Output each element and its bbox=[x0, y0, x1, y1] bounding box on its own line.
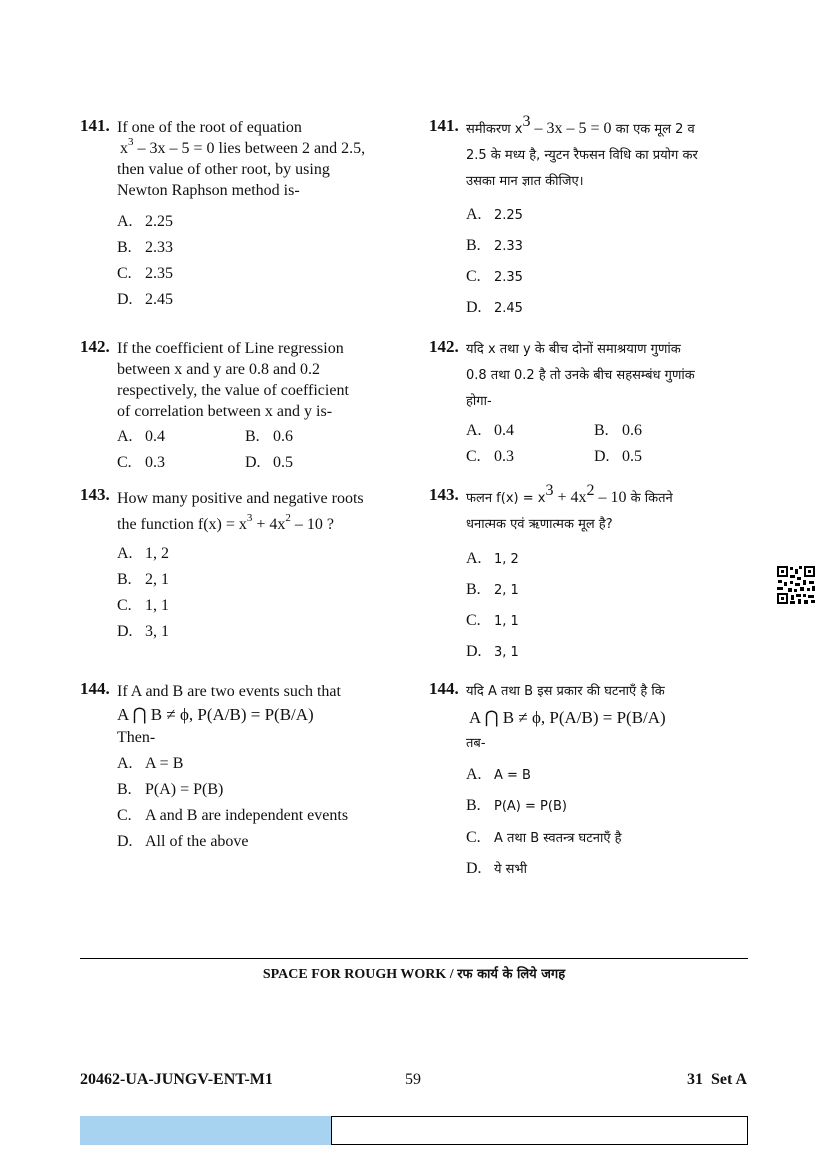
footer-code: 20462-UA-JUNGV-ENT-M1 bbox=[80, 1071, 273, 1088]
option-d[interactable]: D. 0.5 bbox=[245, 454, 293, 471]
question-number: 142. bbox=[429, 337, 459, 356]
option-d[interactable]: D. 0.5 bbox=[594, 448, 642, 465]
question-text: फलन $f(x) = x^3 + 4x^2 - 10$ के कितने धनात्मक एवं ऋणात्मक मूल है? bbox=[466, 481, 673, 532]
equation-line: फलन $f(x) = x^3 + 4x^2 - 10$ के कितने bbox=[466, 481, 673, 506]
option-a[interactable]: A. 0.4 bbox=[466, 422, 514, 439]
question-number: 141. bbox=[429, 116, 459, 135]
question-text: If A and B are two events such that A ⋂ B ≠ ϕ, P(A/B) = P(B/A) Then- bbox=[117, 683, 341, 746]
option-b[interactable]: B. P(A) = P(B) bbox=[466, 797, 567, 814]
option-c[interactable]: C. 0.3 bbox=[466, 448, 514, 465]
footer-empty-box bbox=[331, 1116, 748, 1145]
question-text: समीकरण $x^3 - 3x - 5 = 0$ का एक मूल 2 व 2.5 के मध्य है, न्युटन रैफसन विधि का प्रयोग कर उसका मान ज्ञात कीजिए। bbox=[466, 112, 698, 189]
question-text: यदि A तथा B इस प्रकार की घटनाएँ है कि A ⋂ B ≠ ϕ, P(A/B) = P(B/A) तब- bbox=[466, 684, 666, 751]
option-b[interactable]: B. 2.33 bbox=[117, 239, 173, 256]
option-a[interactable]: A. A = B bbox=[117, 755, 184, 772]
question-text: How many positive and negative roots the function $f(x) = x^3 + 4x^2 - 10$ ? bbox=[117, 486, 364, 538]
option-a[interactable]: A. 1, 2 bbox=[117, 545, 169, 562]
question-text: If the coefficient of Line regression between x and y are 0.8 and 0.2 respectively, the value of coefficient of correlation between x and y is- bbox=[117, 340, 349, 420]
equation-line: A ⋂ B ≠ ϕ, P(A/B) = P(B/A) bbox=[117, 705, 314, 724]
option-b[interactable]: B. 2, 1 bbox=[117, 571, 169, 588]
option-b[interactable]: B. 0.6 bbox=[594, 422, 642, 439]
option-c[interactable]: C. 1, 1 bbox=[466, 612, 519, 629]
footer-page-number: 59 bbox=[405, 1071, 421, 1088]
question-number: 144. bbox=[80, 679, 110, 698]
option-d[interactable]: D. 3, 1 bbox=[117, 623, 169, 640]
equation-line: $x^3 - 3x - 5 = 0$ lies between 2 and 2.5, bbox=[120, 135, 366, 157]
question-number: 142. bbox=[80, 337, 110, 356]
option-d[interactable]: D. All of the above bbox=[117, 833, 249, 850]
option-c[interactable]: C. A and B are independent events bbox=[117, 807, 349, 824]
option-c[interactable]: C. 0.3 bbox=[117, 454, 165, 471]
option-b[interactable]: B. P(A) = P(B) bbox=[117, 781, 224, 798]
option-b[interactable]: B. 2, 1 bbox=[466, 581, 519, 598]
footer-set: 31 Set A bbox=[687, 1071, 747, 1088]
qr-code-icon bbox=[776, 565, 816, 605]
option-b[interactable]: B. 2.33 bbox=[466, 237, 523, 254]
equation-line: the function $f(x) = x^3 + 4x^2 - 10$ ? bbox=[117, 511, 335, 533]
option-d[interactable]: D. 2.45 bbox=[117, 291, 173, 308]
question-text: यदि x तथा y के बीच दोनों समाश्रयाण गुणांक 0.8 तथा 0.2 है तो उनके बीच सहसम्बंध गुणांक होगा- bbox=[466, 342, 695, 409]
option-d[interactable]: D. 3, 1 bbox=[466, 643, 519, 660]
question-number: 141. bbox=[80, 116, 110, 135]
equation-line: A ⋂ B ≠ ϕ, P(A/B) = P(B/A) bbox=[469, 708, 666, 727]
option-d[interactable]: D. ये सभी bbox=[466, 860, 527, 877]
question-number: 143. bbox=[80, 485, 110, 504]
option-a[interactable]: A. 0.4 bbox=[117, 428, 165, 445]
option-c[interactable]: C. 2.35 bbox=[466, 268, 523, 285]
option-a[interactable]: A. A = B bbox=[466, 766, 531, 783]
option-a[interactable]: A. 1, 2 bbox=[466, 550, 519, 567]
question-number: 144. bbox=[429, 679, 459, 698]
equation-line: समीकरण $x^3 - 3x - 5 = 0$ का एक मूल 2 व bbox=[466, 112, 695, 137]
option-b[interactable]: B. 0.6 bbox=[245, 428, 293, 445]
footer-color-bar bbox=[80, 1116, 331, 1145]
question-text: If one of the root of equation $x^3 - 3x - 5 = 0$ lies between 2 and 2.5, then value of other root, by using Newton Raphson method is- bbox=[117, 119, 366, 199]
option-a[interactable]: A. 2.25 bbox=[117, 213, 173, 230]
option-c[interactable]: C. 2.35 bbox=[117, 265, 173, 282]
rough-work-divider bbox=[80, 958, 748, 959]
option-a[interactable]: A. 2.25 bbox=[466, 206, 523, 223]
rough-work-label: SPACE FOR ROUGH WORK / रफ कार्य के लिये जगह bbox=[262, 967, 566, 982]
question-number: 143. bbox=[429, 485, 459, 504]
option-d[interactable]: D. 2.45 bbox=[466, 299, 523, 316]
option-c[interactable]: C. A तथा B स्वतन्त्र घटनाएँ है bbox=[466, 829, 622, 846]
option-c[interactable]: C. 1, 1 bbox=[117, 597, 169, 614]
